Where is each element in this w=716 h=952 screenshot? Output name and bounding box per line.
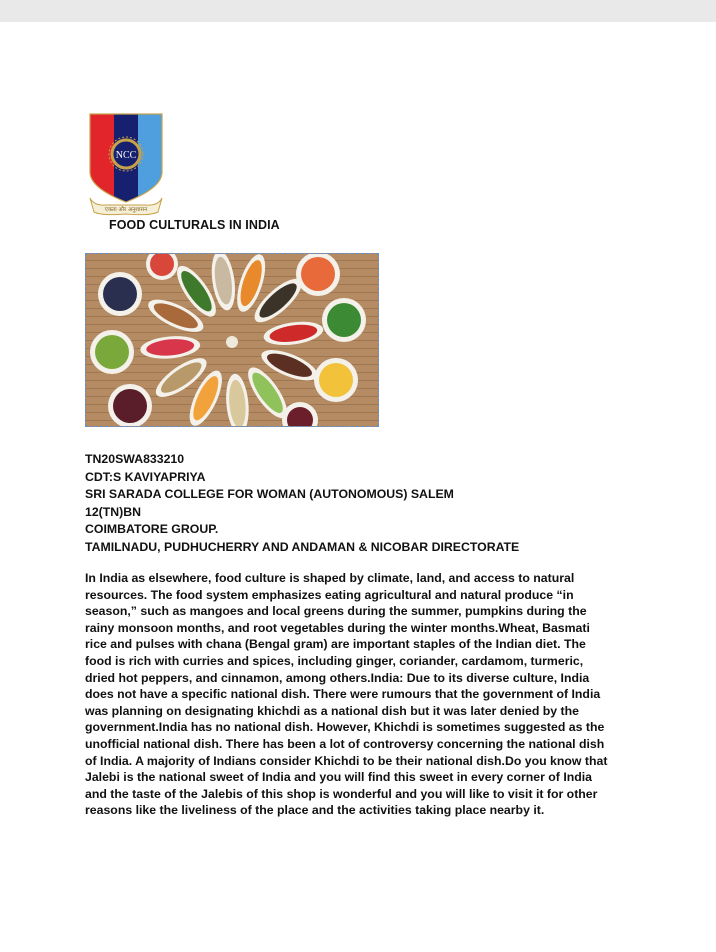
group-name: COIMBATORE GROUP. (85, 522, 219, 537)
viewer-top-bar (0, 0, 716, 22)
registration-number: TN20SWA833210 (85, 452, 185, 466)
college-name: SRI SARADA COLLEGE FOR WOMAN (AUTONOMOUS) SALEM (85, 487, 454, 502)
paragraph-line: Jalebi is the national sweet of India and you will find this sweet in every corner of India (85, 770, 593, 785)
paragraph-line: food is rich with curries and spices, including ginger, coriander, cardamom, turmeric, (85, 653, 584, 668)
paragraph-line: and the taste of the Jalebis of this shop is wonderful and you will like to visit it for other (85, 786, 598, 801)
logo-emblem-text: NCC (115, 150, 137, 161)
paragraph-line: of India. A majority of Indians consider Khichdi to be their national dish.Do you know that (85, 753, 608, 768)
essay-paragraph (85, 570, 645, 819)
author-details (85, 451, 519, 557)
battalion: 12(TN)BN (85, 504, 142, 519)
food-bowls-icon (86, 254, 378, 426)
paragraph-line: season,” such as mangoes and local greens during the summer, pumpkins during the (85, 604, 587, 619)
paragraph-line: was planning on designating khichdi as a national dish but it was later denied by the (85, 703, 579, 718)
logo-motto: एकता और अनुशासन (104, 207, 148, 213)
paragraph-line: dried hot peppers, and cinnamon, among others.India: Due to its diverse culture, India (85, 670, 590, 685)
paragraph-line: rice and pulses with chana (Bengal gram) are important staples of the Indian diet. The (85, 637, 586, 652)
paragraph-line: does not have a specific national dish. There were rumours that the government of India (85, 687, 601, 702)
paragraph-line: unofficial national dish. There has been a lot of controversy concerning the national dish (85, 736, 605, 751)
paragraph-line: reasons like the liveliness of the place and the activities taking place nearby it. (85, 803, 545, 818)
paragraph-line: resources. The food system emphasizes eating agricultural and natural produce “in (85, 587, 574, 602)
ncc-logo (84, 106, 168, 216)
paragraph-line: rainy monsoon months, and root vegetables during the winter months.Wheat, Basmati (85, 620, 590, 635)
paragraph-line: In India as elsewhere, food culture is shaped by climate, land, and access to natural (85, 571, 575, 585)
ncc-emblem-icon (84, 106, 168, 216)
document-title: FOOD CULTURALS IN INDIA (109, 218, 280, 232)
paragraph-line: government.India has no national dish. However, Khichdi is sometimes suggested as the (85, 720, 605, 735)
food-bowls-image (85, 253, 379, 427)
cadet-name: CDT:S KAVIYAPRIYA (85, 469, 206, 484)
directorate: TAMILNADU, PUDHUCHERRY AND ANDAMAN & NICOBAR DIRECTORATE (85, 539, 520, 554)
